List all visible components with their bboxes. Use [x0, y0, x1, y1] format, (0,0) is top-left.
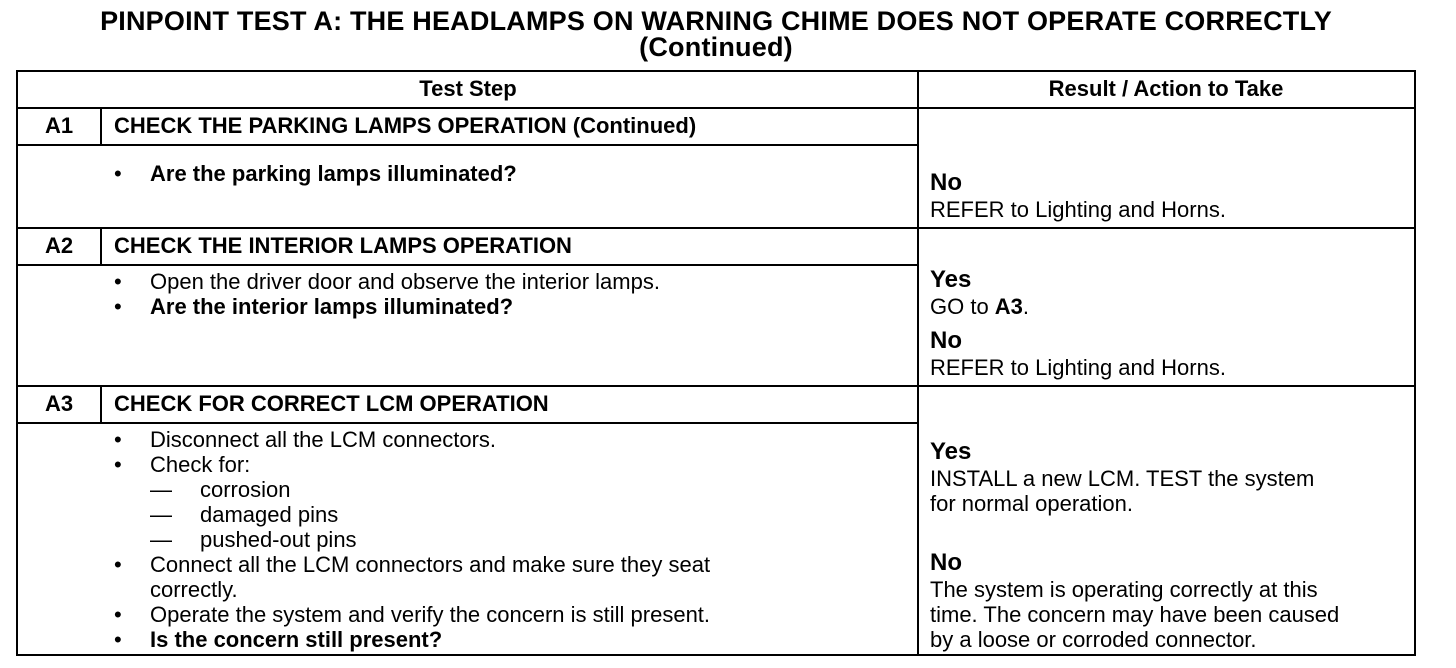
dash-icon: —: [150, 477, 172, 502]
result-action: for normal operation.: [930, 491, 1133, 516]
result-label-no: No: [930, 327, 962, 354]
header-test-step: Test Step: [419, 76, 517, 101]
step-item-continued: correctly.: [150, 577, 238, 602]
step-title-a3: CHECK FOR CORRECT LCM OPERATION: [114, 391, 549, 416]
code-divider-a3: [100, 387, 102, 423]
result-label-no: No: [930, 169, 962, 196]
step-subitem: damaged pins: [200, 502, 339, 527]
result-label-yes: Yes: [930, 266, 972, 293]
dash-icon: —: [150, 502, 172, 527]
code-divider-a2: [100, 229, 102, 265]
step-code-a1: A1: [44, 113, 74, 138]
result-action: REFER to Lighting and Horns.: [930, 197, 1226, 222]
step-item: Is the concern still present?: [150, 627, 443, 652]
bullet-icon: •: [114, 294, 122, 319]
step-item: Connect all the LCM connectors and make sure they seat: [150, 552, 711, 577]
bullet-icon: •: [114, 602, 122, 627]
step-item: Are the parking lamps illuminated?: [150, 161, 517, 186]
title-divider-a3: [18, 422, 918, 424]
result-action: INSTALL a new LCM. TEST the system: [930, 466, 1315, 491]
result-action: REFER to Lighting and Horns.: [930, 355, 1226, 380]
step-item: Disconnect all the LCM connectors.: [150, 427, 497, 452]
bullet-icon: •: [114, 552, 122, 577]
pinpoint-test-table: [16, 70, 1416, 656]
bullet-icon: •: [114, 161, 122, 186]
title-divider-a1: [18, 144, 918, 146]
step-subitem: corrosion: [200, 477, 291, 502]
code-divider-a1: [100, 109, 102, 145]
step-item: Check for:: [150, 452, 251, 477]
result-action: time. The concern may have been caused: [930, 602, 1340, 627]
result-action: The system is operating correctly at this: [930, 577, 1318, 602]
step-item: Open the driver door and observe the interior lamps.: [150, 269, 660, 294]
step-title-a2: CHECK THE INTERIOR LAMPS OPERATION: [114, 233, 572, 258]
bullet-icon: •: [114, 627, 122, 652]
step-item: Are the interior lamps illuminated?: [150, 294, 514, 319]
result-label-yes: Yes: [930, 438, 972, 465]
step-code-a2: A2: [44, 233, 74, 258]
header-result-action: Result / Action to Take: [1048, 76, 1284, 101]
bullet-icon: •: [114, 269, 122, 294]
dash-icon: —: [150, 527, 172, 552]
bullet-icon: •: [114, 452, 122, 477]
step-subitem: pushed-out pins: [200, 527, 357, 552]
result-label-no: No: [930, 549, 962, 576]
page-subtitle: (Continued): [639, 32, 793, 62]
bullet-icon: •: [114, 427, 122, 452]
step-item: Operate the system and verify the concern is still present.: [150, 602, 711, 627]
page-title: PINPOINT TEST A: THE HEADLAMPS ON WARNING CHIME DOES NOT OPERATE CORRECTLY: [100, 6, 1332, 36]
result-action: GO to A3.: [930, 294, 1030, 319]
title-divider-a2: [18, 264, 918, 266]
step-reference: A3: [994, 294, 1023, 319]
step-title-a1: CHECK THE PARKING LAMPS OPERATION (Continued): [114, 113, 697, 138]
column-divider: [917, 72, 919, 654]
step-code-a3: A3: [44, 391, 74, 416]
result-action: by a loose or corroded connector.: [930, 627, 1257, 652]
